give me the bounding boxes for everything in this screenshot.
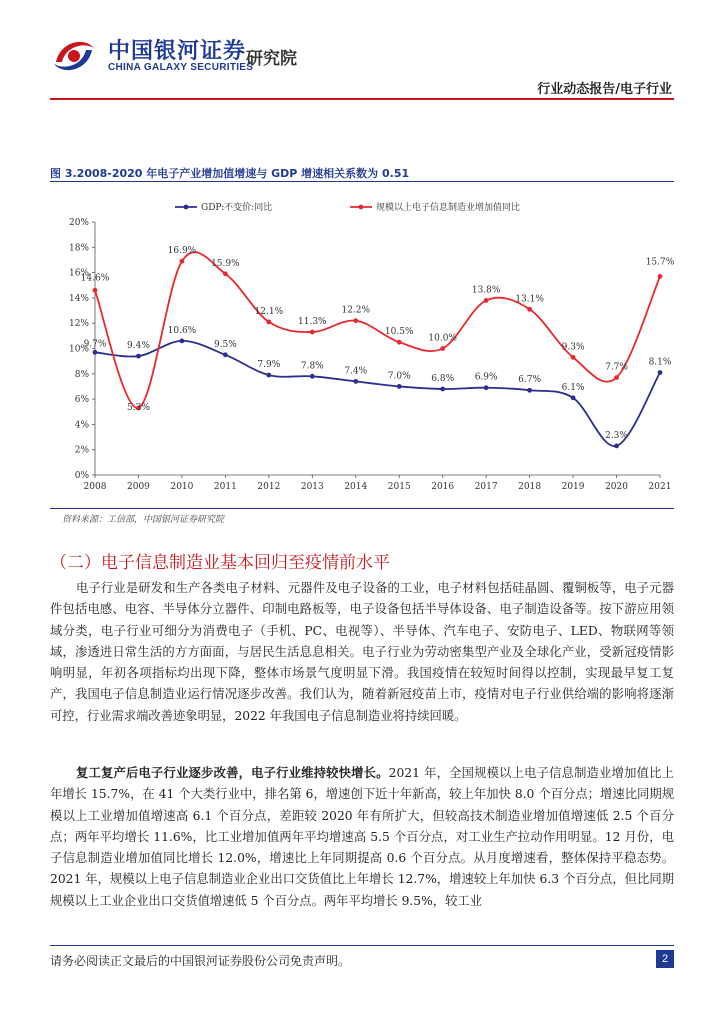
- legend-label-2: 规模以上电子信息制造业增加值同比: [376, 203, 521, 213]
- series-1-point: [136, 354, 141, 359]
- series-1-point: [310, 374, 315, 379]
- series-2-point: [397, 340, 402, 345]
- series-2-point: [180, 259, 185, 264]
- legend-marker-1: [184, 205, 189, 210]
- section-title: （二）电子信息制造业基本回归至疫情前水平: [50, 553, 390, 573]
- y-tick-label: 2%: [74, 445, 89, 456]
- series-1-point: [180, 339, 185, 344]
- paragraph-2: [50, 763, 674, 912]
- y-tick-label: 8%: [74, 369, 89, 380]
- series-1-point: [484, 385, 489, 390]
- series-1-point: [658, 370, 663, 375]
- legend-label-1: GDP:不变价:同比: [201, 203, 273, 213]
- y-tick-label: 0%: [74, 471, 89, 481]
- series-2-point: [658, 274, 663, 279]
- figure-title: 图 3.2008-2020 年电子产业增加值增速与 GDP 增速相关系数为 0.51: [50, 167, 410, 180]
- figure-rule-top: [50, 181, 674, 182]
- y-tick-label: 20%: [68, 218, 89, 228]
- series-2-point: [353, 318, 358, 323]
- header-divider: [50, 98, 674, 100]
- series-1-data-label: 7.9%: [257, 360, 281, 371]
- chart-canvas: [50, 185, 674, 505]
- series-1-data-label: 9.7%: [83, 339, 107, 350]
- x-tick-label: 2016: [431, 482, 455, 492]
- series-2-point: [310, 330, 315, 335]
- figure-source: 资料来源：工信部，中国银河证券研究院: [62, 515, 225, 525]
- series-1-data-label: 7.4%: [344, 366, 368, 377]
- series-2-data-label: 15.7%: [645, 257, 674, 268]
- footer-disclaimer: 请务必阅读正文最后的中国银河证券股份公司免责声明。: [50, 954, 351, 968]
- x-tick-label: 2019: [561, 482, 585, 492]
- series-1-point: [440, 387, 445, 392]
- line-chart: [50, 185, 674, 505]
- y-tick-label: 18%: [68, 243, 89, 254]
- y-tick-label: 6%: [74, 395, 89, 406]
- footer-divider: [50, 945, 674, 946]
- series-2-data-label: 12.1%: [254, 306, 284, 317]
- series-1-data-label: 7.0%: [387, 371, 411, 382]
- legend-marker-2: [359, 205, 364, 210]
- series-2-data-label: 13.8%: [471, 285, 501, 296]
- series-1-data-label: 9.5%: [213, 339, 237, 350]
- x-tick-label: 2012: [257, 482, 281, 492]
- series-2-data-label: 16.9%: [167, 246, 197, 257]
- x-tick-label: 2017: [474, 482, 498, 492]
- series-1-point: [353, 379, 358, 384]
- y-tick-label: 16%: [68, 268, 89, 279]
- series-2-point: [440, 346, 445, 351]
- x-tick-label: 2021: [648, 482, 672, 492]
- x-tick-label: 2008: [83, 482, 107, 492]
- series-2-point: [484, 298, 489, 303]
- x-tick-label: 2018: [518, 482, 542, 492]
- series-1-data-label: 6.1%: [561, 382, 585, 393]
- series-2-data-label: 10.5%: [384, 327, 414, 338]
- company-name-en: CHINA GALAXY SECURITIES: [108, 62, 254, 73]
- series-2-data-label: 13.1%: [515, 294, 544, 305]
- series-2-point: [527, 307, 532, 312]
- x-tick-label: 2013: [300, 482, 324, 492]
- y-tick-label: 12%: [68, 319, 89, 330]
- x-tick-label: 2009: [127, 482, 150, 492]
- series-2-data-label: 5.3%: [127, 402, 150, 413]
- x-tick-label: 2020: [605, 482, 628, 492]
- series-1-data-label: 8.1%: [648, 357, 672, 368]
- series-2-point: [93, 288, 98, 293]
- report-type: 行业动态报告/电子行业: [537, 82, 672, 97]
- paragraph-2-lead: 复工复产后电子行业逐步改善，电子行业维持较快增长。: [76, 766, 389, 780]
- series-1-data-label: 6.9%: [474, 372, 498, 383]
- series-2-point: [223, 271, 228, 276]
- series-2-data-label: 15.9%: [211, 258, 240, 269]
- series-1-data-label: 9.4%: [127, 341, 150, 352]
- institute-name: 研究院: [246, 49, 297, 69]
- series-1-point: [614, 444, 619, 449]
- series-1-point: [397, 384, 402, 389]
- series-2-data-label: 10.0%: [428, 333, 457, 344]
- x-tick-label: 2010: [170, 482, 194, 492]
- series-1-point: [223, 352, 228, 357]
- paragraph-1: 电子行业是研发和生产各类电子材料、元器件及电子设备的工业，电子材料包括硅晶圆、覆铜板等，电子元器件包括电感、电容、半导体分立器件、印制电路板等，电子设备包括半导体设备、电子制造设备等。按下游应用领域分类，电子行业可细分为消费电子（手机、PC、电视等）、半导体、汽车电子、安防电子、LED、物联网等领域，渗透进日常生活的方方面面，与居民生活息息相关。电子行业为劳动密集型产业及全球化产业，受新冠疫情影响明显，年初各项指标均出现下降，整体市场景气度明显下滑。我国疫情在较短时间得以控制，实现最早复工复产，我国电子信息制造业运行情况逐步改善。我们认为，随着新冠疫苗上市，疫情对电子行业供给端的影响将逐渐可控，行业需求端改善迹象明显，2022 年我国电子信息制造业将持续回暖。: [50, 581, 674, 723]
- galaxy-logo-icon: [50, 32, 98, 80]
- series-1-data-label: 6.7%: [518, 375, 542, 386]
- series-1-data-label: 10.6%: [167, 325, 197, 336]
- series-1-point: [93, 350, 98, 355]
- series-1-data-label: 6.8%: [431, 373, 455, 384]
- series-1-data-label: 2.3%: [605, 430, 628, 441]
- series-2-data-label: 14.6%: [80, 273, 110, 284]
- page-header: [0, 0, 724, 100]
- series-2-data-label: 7.7%: [605, 362, 628, 373]
- y-tick-label: 10%: [68, 344, 89, 355]
- series-2-point: [614, 375, 619, 380]
- series-2-point: [266, 320, 271, 325]
- series-2-data-label: 12.2%: [341, 305, 371, 316]
- figure-rule-bottom: [50, 508, 674, 509]
- y-tick-label: 14%: [68, 293, 89, 304]
- series-2-data-label: 9.3%: [561, 342, 585, 353]
- paragraph-2-body: 2021 年，全国规模以上电子信息制造业增加值比上年增长 15.7%，在 41 个大类行业中，排名第 6，增速创下近十年新高，较上年加快 8.0 个百分点；增速比同期规模以上工业增加值增速高 6.1 个百分点，差距较 2020 年有所扩大，但较高技术制造业增加值增速低 2.5 个百分点；两年平均增长 11.6%，比工业增加值两年平均增速高 5.5 个百分点，对工业生产拉动作用明显。12 月份，电子信息制造业增加值同比增长 12.0%，增速比上年同期提高 0.6 个百分点。从月度增速看，整体保持平稳态势。2021 年，规模以上电子信息制造业企业出口交货值比上年增长 12.7%，增速较上年加快 6.3 个百分点，但比同期规模以上工业企业出口交货值增速低 5 个百分点。两年平均增长 9.5%，较工业: [50, 766, 674, 908]
- series-2-data-label: 11.3%: [298, 317, 327, 328]
- series-1-data-label: 7.8%: [300, 361, 324, 372]
- page-number: 2: [656, 950, 674, 968]
- series-1-point: [266, 373, 271, 378]
- series-1-point: [571, 395, 576, 400]
- x-tick-label: 2011: [213, 482, 237, 492]
- series-2-point: [571, 355, 576, 360]
- x-tick-label: 2015: [387, 482, 411, 492]
- y-tick-label: 4%: [74, 420, 89, 431]
- series-1-point: [527, 388, 532, 393]
- x-tick-label: 2014: [344, 482, 368, 492]
- company-name-cn: 中国银河证券: [108, 39, 247, 64]
